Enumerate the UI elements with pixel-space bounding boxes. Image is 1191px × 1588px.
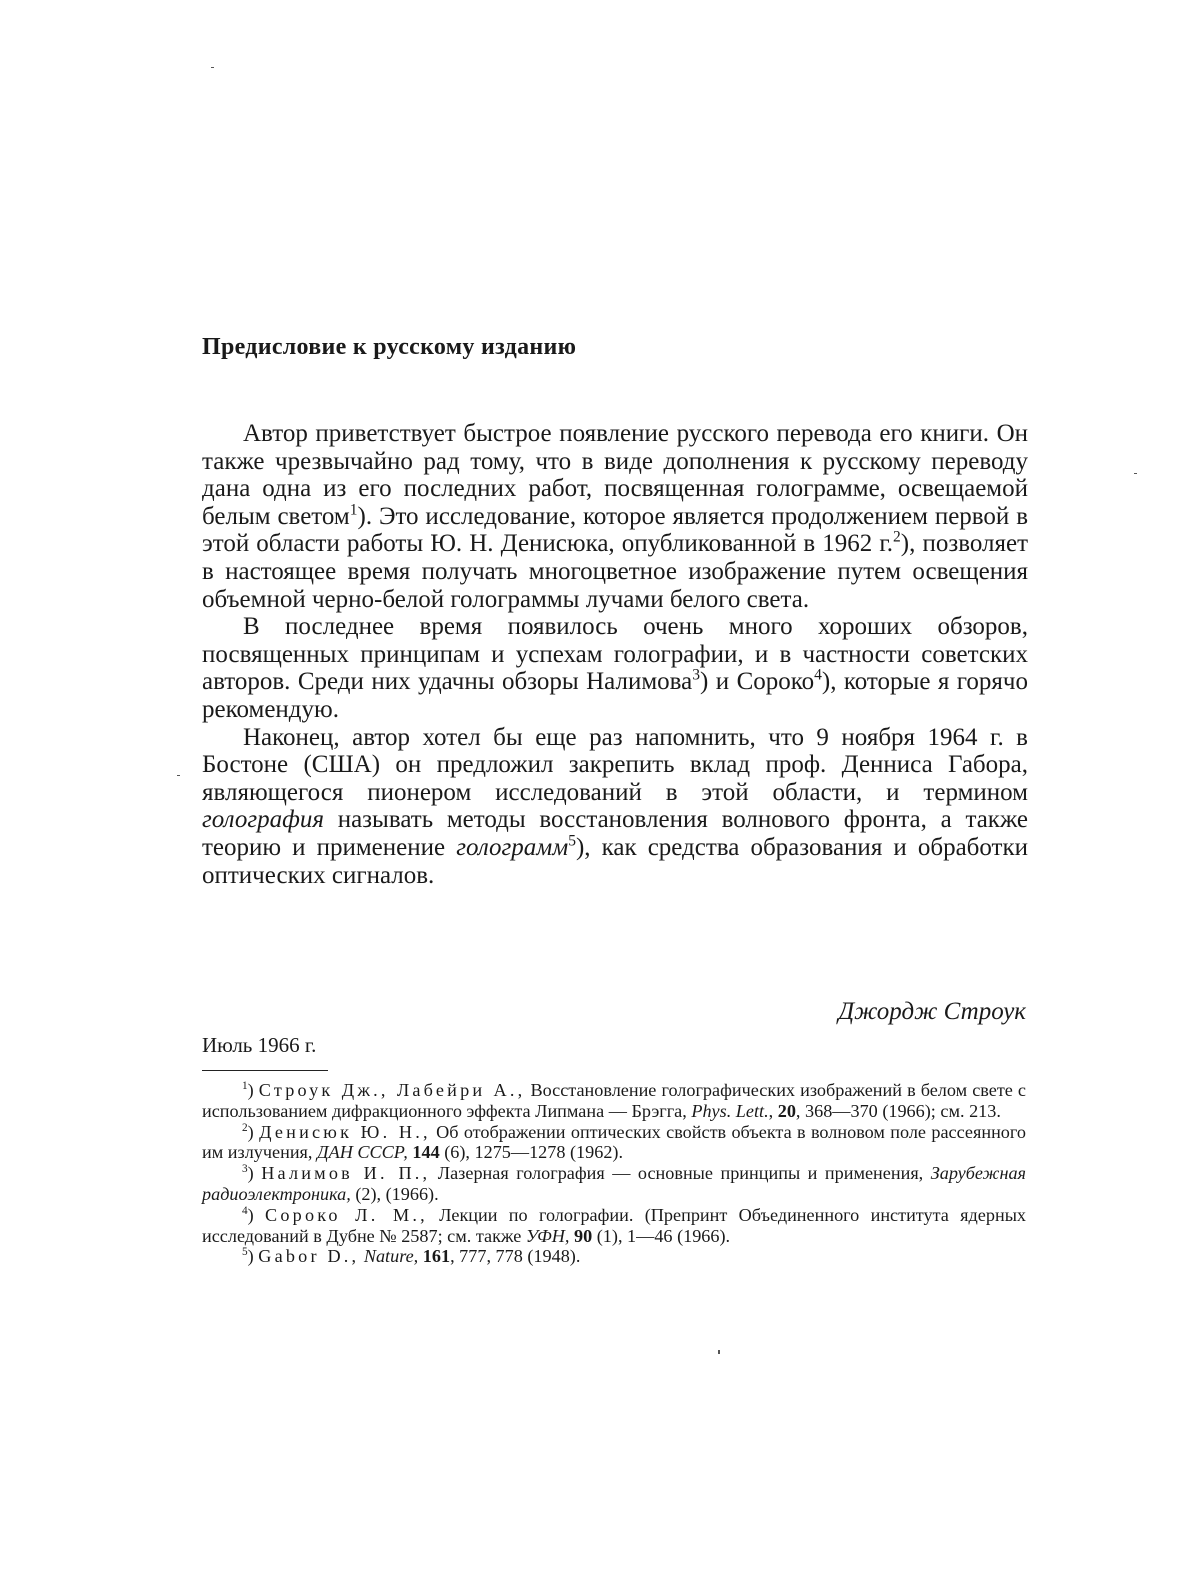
- footnote-author: Сороко Л. М.,: [265, 1204, 428, 1225]
- scan-speck: [211, 67, 214, 68]
- footnote-volume: 90: [574, 1225, 593, 1246]
- footnote-journal: Nature,: [363, 1246, 419, 1267]
- paragraph-text: ) и Сороко: [700, 668, 815, 696]
- footnote-author: Строук Дж., Лабейри А.,: [258, 1080, 526, 1100]
- footnote-volume: 144: [412, 1142, 440, 1163]
- footnote-mark: 4: [242, 1204, 248, 1217]
- footnote-text: (1), 1—46 (1966).: [592, 1225, 731, 1246]
- footnote-mark: 3: [242, 1163, 248, 1176]
- preface-body: [202, 420, 1028, 889]
- footnote-text: Восстановление голографических изображений в белом свете с использованием дифракционного эффекта Липмана — Брэгга,: [202, 1080, 1026, 1121]
- footnote-divider: [202, 1070, 328, 1071]
- footnote-mark: 1: [242, 1079, 248, 1092]
- footnote-text: , 368—370 (1966); см. 213.: [795, 1100, 1001, 1121]
- footnote-text: , 777, 778 (1948).: [450, 1246, 581, 1267]
- paragraph-text: ). Это исследование, которое является продолжением первой в этой области работы Ю. Н. Денисюка, опубликованной в 1962 г.: [202, 502, 1028, 558]
- footnotes: [202, 1080, 1026, 1267]
- paragraph-text: ), которые я горячо рекомендую.: [202, 668, 1028, 723]
- footnote: $^5$) Gabor D., Nature, 161, 777, 778 (1948).: [242, 1246, 581, 1267]
- footnote-volume: 161: [422, 1246, 451, 1267]
- scan-speck: [718, 1350, 720, 1354]
- footnote-mark: 5: [242, 1246, 248, 1259]
- author-signature: Джордж Строук: [838, 998, 1026, 1025]
- footnote-ref: 3: [692, 667, 700, 685]
- footnote-text: (6), 1275—1278 (1962).: [439, 1142, 624, 1163]
- footnote-ref: 5: [568, 832, 576, 850]
- paragraph-text: Автор приветствует быстрое появление русского перевода его книги. Он также чрезвычайно рад тому, что в виде дополнения к русскому переводу дана одна из его последних работ, посвященная голограмме, освещаемой белым светом: [202, 420, 1028, 530]
- footnote: $^4$) Сороко Л. М., Лекции по голографии. (Препринт Объединенного института ядерных исследований в Дубне № 2587; см. также УФН, 90 (1), 1—46 (1966).: [202, 1204, 1027, 1246]
- footnote-author: Gabor D.,: [258, 1246, 360, 1267]
- paragraph-text: называть методы восстановления волнового фронта, а также теорию и применение: [202, 806, 1028, 861]
- footnote-text: (2), (1966).: [350, 1183, 439, 1204]
- footnote-ref: 4: [814, 667, 822, 685]
- preface-date: Июль 1966 г.: [202, 1033, 317, 1057]
- footnote: $^1$) Строук Дж., Лабейри А., Восстановление голографических изображений в белом свете с использованием дифракционного эффекта Липмана — Брэгга, Phys. Lett., 20, 368—370 (1966); см. 213.: [202, 1079, 1026, 1121]
- paragraph-text: В последнее время появилось очень много хороших обзоров, посвященных принципам и успехам голографии, и в частности советских авторов. Среди них удачны обзоры Налимова: [202, 613, 1028, 696]
- footnote-text: ,: [768, 1100, 778, 1121]
- page-title: Предисловие к русскому изданию: [202, 334, 577, 360]
- paragraph-2: [202, 613, 1028, 723]
- paragraph-text: ), как средства образования и обработки оптических сигналов.: [202, 833, 1029, 889]
- paragraph-text: ), позволяет в настоящее время получать многоцветное изображение путем освещения объемной черно-белой голограммы лучами белого света.: [202, 530, 1028, 613]
- footnote-journal: Phys. Lett.: [691, 1100, 769, 1121]
- scan-speck: [177, 775, 180, 776]
- footnote-volume: 20: [777, 1100, 796, 1121]
- footnote-text: Об отображении оптических свойств объекта в волновом поле рассеянного им излучения,: [202, 1121, 1026, 1163]
- emphasized-term: голография: [202, 806, 324, 834]
- footnote-text: Лекции по голографии. (Препринт Объединенного института ядерных исследований в Дубне № 2587; см. также: [202, 1204, 1027, 1246]
- footnote: $^3$) Налимов И. П., Лазерная голография — основные принципы и применения, Зарубежная радиоэлектроника, (2), (1966).: [202, 1163, 1027, 1204]
- footnote-author: Налимов И. П.,: [261, 1163, 431, 1184]
- footnote-mark: 2: [242, 1121, 248, 1134]
- footnote-journal: ДАН СССР,: [317, 1142, 408, 1163]
- footnote-ref: 2: [893, 529, 901, 547]
- emphasized-term: голограмм: [456, 833, 569, 861]
- paragraph-text: Наконец, автор хотел бы еще раз напомнить, что 9 ноября 1964 г. в Бостоне (США) он предложил закрепить вклад проф. Денниса Габора, являющегося пионером исследований в этой области, и термином: [202, 723, 1028, 806]
- footnote-author: Денисюк Ю. Н.,: [259, 1121, 431, 1142]
- footnote-journal: УФН,: [525, 1225, 570, 1246]
- footnote-text: Лазерная голография — основные принципы и применения,: [430, 1163, 931, 1184]
- footnote-ref: 1: [349, 501, 358, 519]
- footnote: $^2$) Денисюк Ю. Н., Об отображении оптических свойств объекта в волновом поле рассеянного им излучения, ДАН СССР, 144 (6), 1275—1278 (1962).: [202, 1121, 1026, 1163]
- paragraph-3: [202, 724, 1028, 890]
- footnote-journal: Зарубежная радиоэлектроника,: [202, 1163, 1027, 1204]
- scan-speck: [1134, 473, 1137, 474]
- paragraph-1: [202, 420, 1028, 613]
